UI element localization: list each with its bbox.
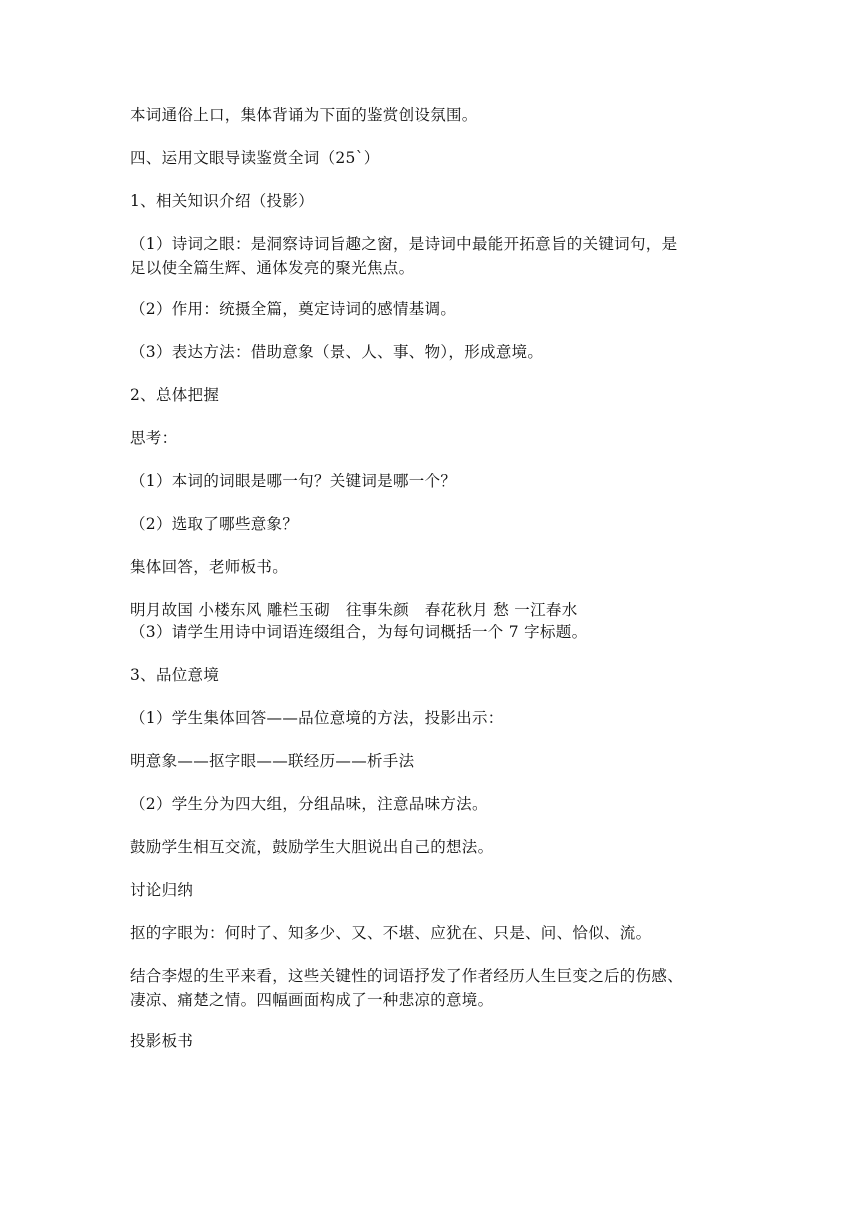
section-heading-4: 四、运用文眼导读鉴赏全词（25`）	[130, 149, 380, 167]
paragraph-group-discussion: （2）学生分为四大组，分组品味，注意品味方法。	[130, 795, 488, 813]
question-1: （1）本词的词眼是哪一句？关键词是哪一个？	[130, 472, 457, 490]
paragraph-imagery-list: 明月故国 小楼东风 雕栏玉砌 往事朱颜 春花秋月 愁 一江春水	[130, 601, 578, 619]
paragraph-recitation: 本词通俗上口，集体背诵为下面的鉴赏创设氛围。	[130, 106, 478, 124]
paragraph-key-words: 抠的字眼为：何时了、知多少、又、不堪、应犹在、只是、问、恰似、流。	[130, 924, 652, 942]
paragraph-conclusion-line2: 凄凉、痛楚之情。四幅画面构成了一种悲凉的意境。	[130, 991, 494, 1009]
paragraph-method: （1）学生集体回答——品位意境的方法，投影出示：	[130, 709, 504, 727]
paragraph-summary-heading: 讨论归纳	[130, 881, 194, 899]
question-2: （2）选取了哪些意象？	[130, 515, 299, 533]
paragraph-expression: （3）表达方法：借助意象（景、人、事、物），形成意境。	[130, 343, 544, 361]
paragraph-encourage: 鼓励学生相互交流，鼓励学生大胆说出自己的想法。	[130, 838, 494, 856]
paragraph-think: 思考：	[130, 429, 178, 447]
paragraph-function: （2）作用：统摄全篇，奠定诗词的感情基调。	[130, 300, 457, 318]
paragraph-poem-eye-line2: 足以使全篇生辉、通体发亮的聚光焦点。	[130, 259, 415, 277]
paragraph-projection-board: 投影板书	[130, 1032, 194, 1050]
paragraph-group-answer: 集体回答，老师板书。	[130, 558, 289, 576]
subheading-artistic-conception: 3、品位意境	[130, 666, 220, 684]
paragraph-conclusion-line1: 结合李煜的生平来看，这些关键性的词语抒发了作者经历人生巨变之后的伤感、	[130, 967, 684, 985]
paragraph-poem-eye-line1: （1）诗词之眼：是洞察诗词旨趣之窗，是诗词中最能开拓意旨的关键词句，是	[130, 235, 678, 253]
paragraph-method-steps: 明意象——抠字眼——联经历——析手法	[130, 752, 415, 770]
subheading-knowledge: 1、相关知识介绍（投影）	[130, 192, 314, 210]
question-3: （3）请学生用诗中词语连缀组合，为每句词概括一个 7 字标题。	[130, 623, 588, 641]
subheading-overall: 2、总体把握	[130, 386, 220, 404]
